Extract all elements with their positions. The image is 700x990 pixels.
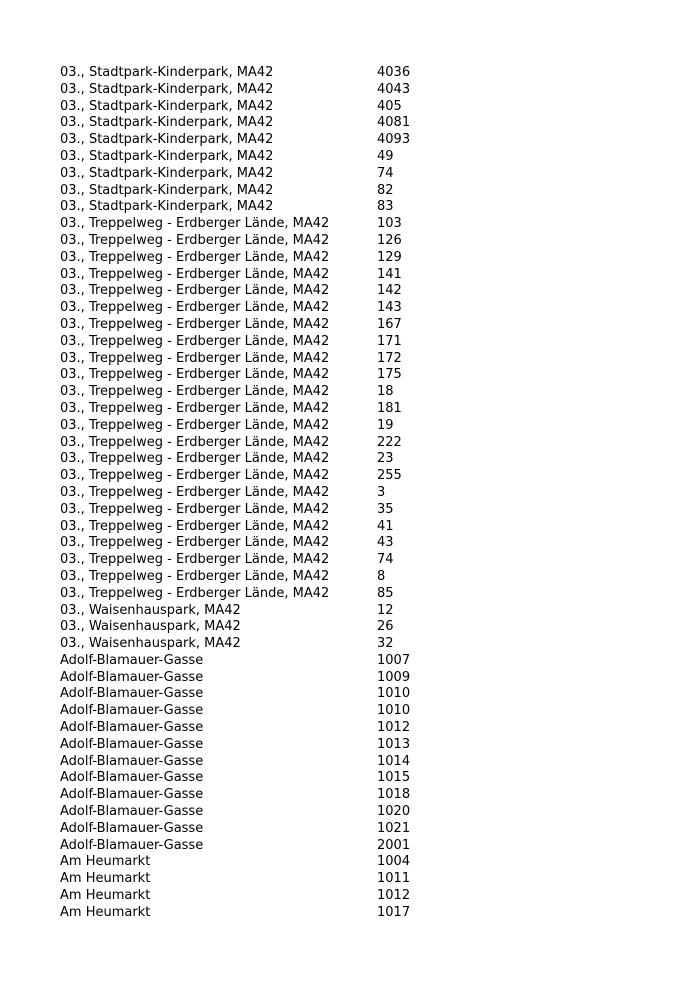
list-row: [60, 300, 660, 317]
location-number: 2001: [377, 837, 411, 853]
location-number: 35: [377, 501, 394, 517]
location-name: 03., Treppelweg - Erdberger Lände, MA42: [60, 501, 330, 517]
list-row: [60, 334, 660, 351]
location-number: 1010: [377, 686, 411, 702]
location-number: 405: [377, 98, 402, 114]
list-row: [60, 367, 660, 384]
location-name: 03., Stadtpark-Kinderpark, MA42: [60, 115, 274, 131]
location-number: 43: [377, 535, 394, 551]
location-name: Adolf-Blamauer-Gasse: [60, 703, 204, 719]
location-number: 129: [377, 249, 402, 265]
location-number: 1014: [377, 753, 411, 769]
location-number: 85: [377, 585, 394, 601]
list-row: [60, 435, 660, 452]
list-row: [60, 149, 660, 166]
location-name: 03., Treppelweg - Erdberger Lände, MA42: [60, 316, 330, 332]
list-row: [60, 317, 660, 334]
list-row: [60, 401, 660, 418]
location-name: 03., Treppelweg - Erdberger Lände, MA42: [60, 216, 330, 232]
list-row: [60, 485, 660, 502]
location-number: 4036: [377, 65, 411, 80]
location-name: Adolf-Blamauer-Gasse: [60, 720, 204, 736]
list-row: [60, 418, 660, 435]
location-number: 19: [377, 417, 394, 433]
location-name: 03., Stadtpark-Kinderpark, MA42: [60, 132, 274, 148]
location-number: 167: [377, 316, 402, 332]
list-row: [60, 199, 660, 216]
list-row: [60, 737, 660, 754]
location-name: 03., Treppelweg - Erdberger Lände, MA42: [60, 518, 330, 534]
location-name: 03., Treppelweg - Erdberger Lände, MA42: [60, 249, 330, 265]
list-row: [60, 754, 660, 771]
location-name: Adolf-Blamauer-Gasse: [60, 736, 204, 752]
location-number: 12: [377, 602, 394, 618]
location-name: 03., Treppelweg - Erdberger Lände, MA42: [60, 232, 330, 248]
location-name: Am Heumarkt: [60, 904, 151, 920]
list-row: [60, 703, 660, 720]
list-row: [60, 871, 660, 888]
location-number: 1017: [377, 904, 411, 920]
location-name: 03., Treppelweg - Erdberger Lände, MA42: [60, 266, 330, 282]
location-name: 03., Treppelweg - Erdberger Lände, MA42: [60, 585, 330, 601]
location-name: 03., Stadtpark-Kinderpark, MA42: [60, 199, 274, 215]
location-name: Am Heumarkt: [60, 888, 151, 904]
location-name: 03., Treppelweg - Erdberger Lände, MA42: [60, 283, 330, 299]
location-name: 03., Treppelweg - Erdberger Lände, MA42: [60, 484, 330, 500]
location-number: 8: [377, 568, 386, 584]
location-name: Adolf-Blamauer-Gasse: [60, 837, 204, 853]
list-row: [60, 166, 660, 183]
location-name: 03., Stadtpark-Kinderpark, MA42: [60, 65, 274, 80]
list-row: [60, 603, 660, 620]
list-row: [60, 384, 660, 401]
location-name: 03., Waisenhauspark, MA42: [60, 619, 241, 635]
location-number: 143: [377, 300, 402, 316]
location-number: 172: [377, 350, 402, 366]
location-number: 141: [377, 266, 402, 282]
location-name: Adolf-Blamauer-Gasse: [60, 804, 204, 820]
location-number: 1007: [377, 652, 411, 668]
location-name: 03., Treppelweg - Erdberger Lände, MA42: [60, 417, 330, 433]
location-number: 18: [377, 384, 394, 400]
list-row: [60, 787, 660, 804]
location-number: 1012: [377, 720, 411, 736]
list-row: [60, 804, 660, 821]
location-name: 03., Stadtpark-Kinderpark, MA42: [60, 98, 274, 114]
location-name: 03., Treppelweg - Erdberger Lände, MA42: [60, 333, 330, 349]
list-row: [60, 552, 660, 569]
location-number: 49: [377, 148, 394, 164]
location-name: 03., Treppelweg - Erdberger Lände, MA42: [60, 300, 330, 316]
location-name: 03., Waisenhauspark, MA42: [60, 602, 241, 618]
location-name: Am Heumarkt: [60, 871, 151, 887]
location-number: 1009: [377, 669, 411, 685]
location-number: 4093: [377, 132, 411, 148]
location-number: 3: [377, 484, 386, 500]
location-number: 175: [377, 367, 402, 383]
list-row: [60, 838, 660, 855]
location-number: 126: [377, 232, 402, 248]
location-name: 03., Treppelweg - Erdberger Lände, MA42: [60, 384, 330, 400]
list-row: [60, 905, 660, 922]
list-row: [60, 451, 660, 468]
location-name: 03., Treppelweg - Erdberger Lände, MA42: [60, 400, 330, 416]
list-row: [60, 535, 660, 552]
location-name: 03., Treppelweg - Erdberger Lände, MA42: [60, 451, 330, 467]
location-name: 03., Stadtpark-Kinderpark, MA42: [60, 165, 274, 181]
list-row: [60, 132, 660, 149]
location-name: Adolf-Blamauer-Gasse: [60, 753, 204, 769]
location-number: 171: [377, 333, 402, 349]
location-name: Adolf-Blamauer-Gasse: [60, 652, 204, 668]
list-row: [60, 283, 660, 300]
list-row: [60, 115, 660, 132]
location-number: 82: [377, 182, 394, 198]
list-row: [60, 267, 660, 284]
location-number: 1018: [377, 787, 411, 803]
location-name: Adolf-Blamauer-Gasse: [60, 770, 204, 786]
location-number: 255: [377, 468, 402, 484]
list-row: [60, 233, 660, 250]
location-name: Adolf-Blamauer-Gasse: [60, 820, 204, 836]
list-row: [60, 854, 660, 871]
list-row: [60, 569, 660, 586]
location-number: 1010: [377, 703, 411, 719]
list-row: [60, 619, 660, 636]
location-name: 03., Stadtpark-Kinderpark, MA42: [60, 81, 274, 97]
location-number: 1004: [377, 854, 411, 870]
location-name: 03., Treppelweg - Erdberger Lände, MA42: [60, 468, 330, 484]
location-number: 1020: [377, 804, 411, 820]
list-row: [60, 821, 660, 838]
list-row: [60, 99, 660, 116]
location-name: 03., Treppelweg - Erdberger Lände, MA42: [60, 568, 330, 584]
list-row: [60, 65, 660, 82]
list-row: [60, 250, 660, 267]
location-name: 03., Treppelweg - Erdberger Lände, MA42: [60, 434, 330, 450]
list-row: [60, 468, 660, 485]
list-row: [60, 653, 660, 670]
list-row: [60, 770, 660, 787]
location-name: Adolf-Blamauer-Gasse: [60, 669, 204, 685]
location-name: 03., Treppelweg - Erdberger Lände, MA42: [60, 535, 330, 551]
location-number: 222: [377, 434, 402, 450]
location-name: Adolf-Blamauer-Gasse: [60, 686, 204, 702]
location-number: 1012: [377, 888, 411, 904]
location-number: 103: [377, 216, 402, 232]
list-row: [60, 183, 660, 200]
location-number: 32: [377, 636, 394, 652]
location-number: 1015: [377, 770, 411, 786]
location-name: 03., Treppelweg - Erdberger Lände, MA42: [60, 367, 330, 383]
location-number: 181: [377, 400, 402, 416]
address-list: [60, 65, 660, 922]
location-number: 74: [377, 552, 394, 568]
list-row: [60, 720, 660, 737]
list-row: [60, 586, 660, 603]
location-number: 1011: [377, 871, 411, 887]
list-row: [60, 670, 660, 687]
location-name: Adolf-Blamauer-Gasse: [60, 787, 204, 803]
list-row: [60, 502, 660, 519]
location-number: 4081: [377, 115, 411, 131]
location-number: 26: [377, 619, 394, 635]
location-number: 23: [377, 451, 394, 467]
location-name: Am Heumarkt: [60, 854, 151, 870]
location-number: 4043: [377, 81, 411, 97]
location-number: 83: [377, 199, 394, 215]
location-number: 1013: [377, 736, 411, 752]
location-name: 03., Treppelweg - Erdberger Lände, MA42: [60, 350, 330, 366]
location-name: 03., Treppelweg - Erdberger Lände, MA42: [60, 552, 330, 568]
location-name: 03., Stadtpark-Kinderpark, MA42: [60, 182, 274, 198]
list-row: [60, 216, 660, 233]
location-number: 1021: [377, 820, 411, 836]
list-row: [60, 686, 660, 703]
location-number: 142: [377, 283, 402, 299]
list-row: [60, 888, 660, 905]
list-row: [60, 636, 660, 653]
list-row: [60, 82, 660, 99]
location-name: 03., Waisenhauspark, MA42: [60, 636, 241, 652]
location-number: 41: [377, 518, 394, 534]
list-row: [60, 519, 660, 536]
list-row: [60, 351, 660, 368]
location-number: 74: [377, 165, 394, 181]
location-name: 03., Stadtpark-Kinderpark, MA42: [60, 148, 274, 164]
